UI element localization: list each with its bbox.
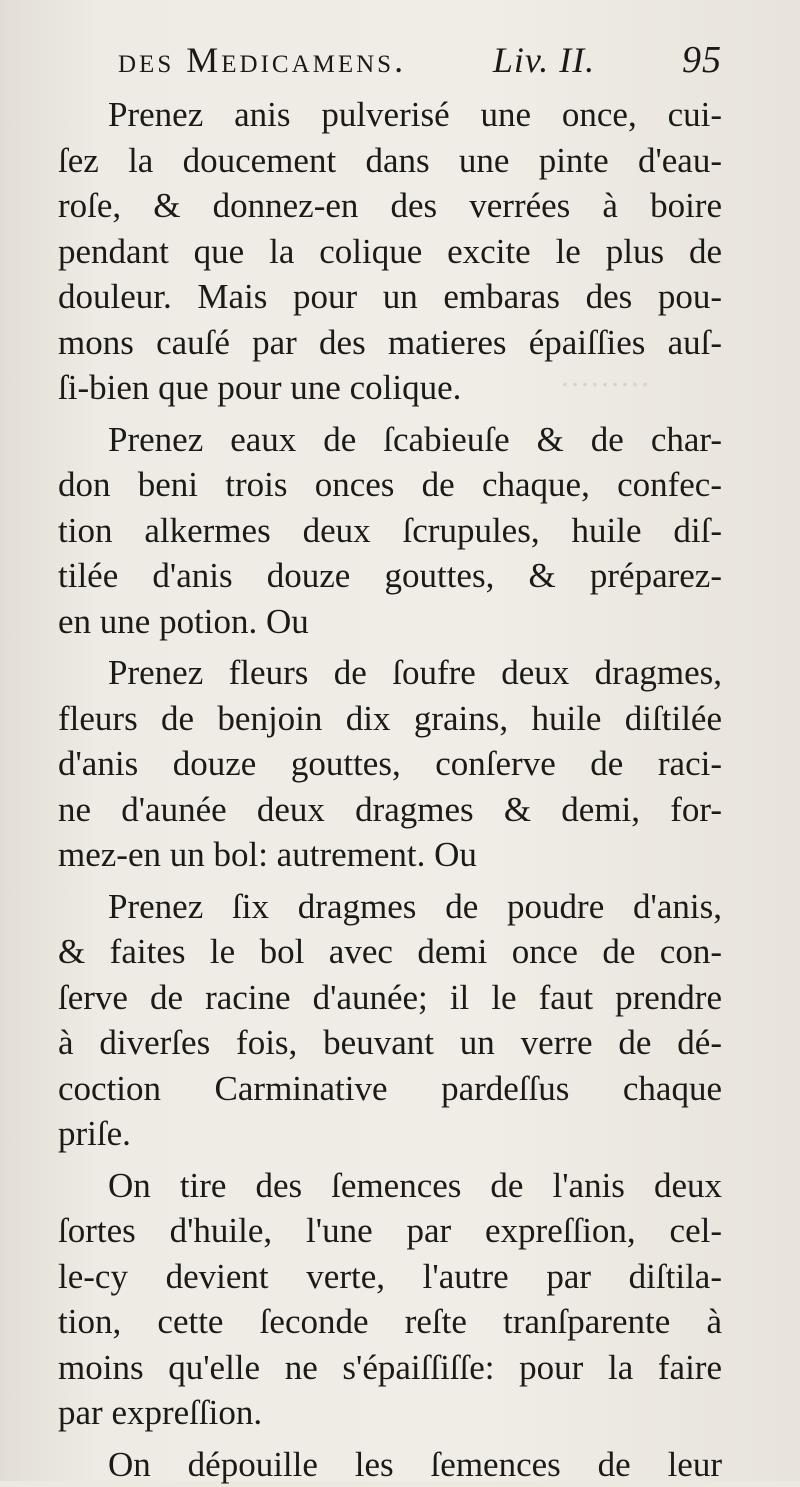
- text-line: Prenez fleurs de ſoufre deux dragmes,: [58, 650, 722, 696]
- text-line: don beni trois onces de chaque, confec-: [58, 462, 722, 508]
- text-line: mez-en un bol: autrement. Ou: [58, 832, 722, 878]
- paragraph-4: [58, 884, 722, 1157]
- running-head: [118, 38, 722, 86]
- text-line: ne d'aunée deux dragmes & demi, for-: [58, 787, 722, 833]
- paragraph-5: [58, 1163, 722, 1436]
- text-line: tion, cette ſeconde reſte tranſparente à: [58, 1299, 722, 1345]
- text-line: douleur. Mais pour un embaras des pou-: [58, 274, 722, 320]
- paragraph-2: [58, 417, 722, 645]
- text-line: mons cauſé par des matieres épaiſſies auſ-: [58, 320, 722, 366]
- paragraph-3: [58, 650, 722, 878]
- paragraph-6: [58, 1442, 722, 1487]
- text-line: tion alkermes deux ſcrupules, huile diſ-: [58, 508, 722, 554]
- running-title: des Medicamens.: [118, 39, 406, 81]
- text-line: Prenez eaux de ſcabieuſe & de char-: [58, 417, 722, 463]
- text-line: fleurs de benjoin dix grains, huile diſtilée: [58, 696, 722, 742]
- text-line: priſe.: [58, 1111, 722, 1157]
- text-line: à diverſes fois, beuvant un verre de dé-: [58, 1020, 722, 1066]
- text-line: en une potion. Ou: [58, 599, 722, 645]
- body-text: [58, 92, 722, 1487]
- text-line: pendant que la colique excite le plus de: [58, 229, 722, 275]
- text-line: Prenez anis pulverisé une once, cui-: [58, 92, 722, 138]
- text-line: On tire des ſemences de l'anis deux: [58, 1163, 722, 1209]
- text-line: tilée d'anis douze gouttes, & préparez-: [58, 553, 722, 599]
- text-line: roſe, & donnez-en des verrées à boire: [58, 183, 722, 229]
- page-number: 95: [682, 38, 722, 82]
- text-line: ſortes d'huile, l'une par expreſſion, cel-: [58, 1208, 722, 1254]
- text-line: coction Carminative pardeſſus chaque: [58, 1066, 722, 1112]
- text-line: le-cy devient verte, l'autre par diſtila-: [58, 1254, 722, 1300]
- text-line: ſerve de racine d'aunée; il le faut prendre: [58, 975, 722, 1021]
- text-line: par expreſſion.: [58, 1390, 722, 1436]
- book-number: Liv. II.: [493, 39, 595, 81]
- text-line: On dépouille les ſemences de leur: [58, 1442, 722, 1487]
- text-line: moins qu'elle ne s'épaiſſiſſe: pour la faire: [58, 1345, 722, 1391]
- show-through-text: ………: [560, 360, 650, 394]
- text-line: Prenez ſix dragmes de poudre d'anis,: [58, 884, 722, 930]
- text-line: d'anis douze gouttes, conſerve de raci-: [58, 741, 722, 787]
- text-line: ſez la doucement dans une pinte d'eau-: [58, 138, 722, 184]
- text-line: & faites le bol avec demi once de con-: [58, 929, 722, 975]
- text-line: ſi-bien que pour une colique.: [58, 365, 722, 411]
